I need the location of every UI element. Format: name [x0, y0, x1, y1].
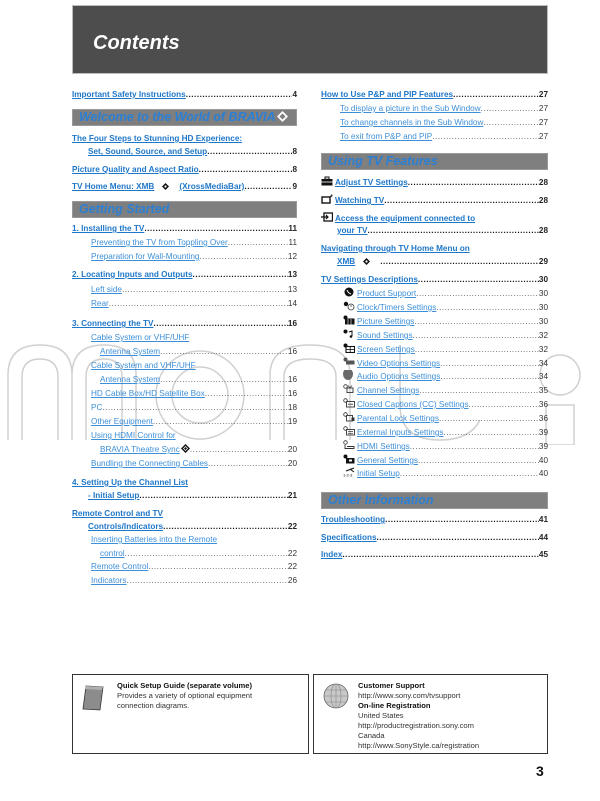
dot-leader — [413, 329, 539, 342]
dot-leader — [122, 283, 288, 296]
dot-leader — [190, 443, 288, 456]
dot-leader — [125, 547, 288, 560]
toc-entry-controls-indicators[interactable] — [72, 520, 297, 533]
dot-leader — [385, 513, 539, 526]
dot-leader — [160, 345, 288, 358]
toc-entry-label[interactable]: Preventing the TV from Toppling Over — [91, 238, 228, 247]
us-registration-url[interactable]: http://productregistration.sony.com — [358, 721, 474, 730]
video-icon — [343, 357, 355, 367]
support-icon — [343, 287, 355, 297]
toc-entry-label[interactable]: Cable System or VHF/UHF — [91, 333, 190, 342]
toc-entry-how-to-use-p-p-and-pip-features[interactable] — [321, 88, 548, 101]
section-title: Welcome to the World of BRAVIA — [79, 110, 276, 124]
toc-entry-label[interactable]: TV Settings Descriptions — [321, 275, 418, 284]
toc-page-number: 34 — [538, 359, 548, 368]
dot-leader — [453, 88, 539, 101]
dot-leader — [160, 373, 288, 386]
toc-page-number: 36 — [538, 414, 548, 423]
toc-entry-label[interactable]: Index — [321, 550, 343, 559]
dot-leader — [400, 467, 539, 480]
bravia-mark-icon — [355, 255, 380, 268]
dot-leader — [208, 457, 288, 470]
toc-entry-label[interactable]: Product Support — [357, 289, 417, 298]
toc-entry-your-tv[interactable] — [321, 224, 548, 237]
toc-page-number: 19 — [287, 417, 297, 426]
toc-page-number: 39 — [538, 428, 548, 437]
bravia-mark-icon — [276, 110, 288, 124]
toc-entry-label[interactable]: 3. Connecting the TV — [72, 319, 154, 328]
toc-entry-label[interactable]: Remote Control — [91, 562, 149, 571]
toc-entry-antenna-system[interactable] — [72, 373, 297, 386]
section-title: Using TV Features — [328, 154, 438, 168]
toc-entry-label[interactable]: Indicators — [91, 576, 127, 585]
toc-page-number: 28 — [538, 226, 548, 235]
toc-entry-left-side[interactable] — [72, 283, 297, 296]
toc-entry-label[interactable]: The Four Steps to Stunning HD Experience: — [72, 134, 243, 143]
toc-entry-label[interactable]: Cable System and VHF/UHF — [91, 361, 196, 370]
toc-entry-initial-setup[interactable] — [72, 489, 297, 502]
tv-icon — [321, 194, 333, 204]
toc-entry-closed-captions-cc-settings[interactable] — [321, 397, 548, 410]
toc-entry-tv-settings-descriptions[interactable] — [321, 273, 548, 286]
section-header-welcome-to-the-world-of-bravia — [72, 109, 297, 126]
toc-entry-label[interactable]: Sound Settings — [357, 331, 413, 340]
cc-icon — [343, 398, 355, 408]
toc-entry-product-support[interactable] — [321, 286, 548, 299]
dot-leader — [481, 102, 539, 115]
toc-entry-label[interactable]: Preparation for Wall-Mounting — [91, 252, 200, 261]
toc-entry-label[interactable]: Parental Lock Settings — [357, 414, 439, 423]
toc-entry-the-four-steps-to-stunning-hd-experience[interactable] — [72, 132, 297, 145]
dot-leader — [193, 268, 288, 281]
toc-entry-label[interactable]: Screen Settings — [357, 345, 415, 354]
dot-leader — [443, 426, 538, 439]
channel-icon — [343, 384, 355, 394]
section-title: Other Information — [328, 493, 434, 507]
toc-entry-label[interactable]: General Settings — [357, 456, 418, 465]
toc-entry-bravia-theatre-sync[interactable] — [72, 443, 297, 456]
quick-setup-line: connection diagrams. — [117, 701, 190, 710]
toc-page-number: 11 — [288, 224, 297, 233]
contents-header — [72, 5, 548, 74]
toc-entry-label[interactable]: Rear — [91, 299, 109, 308]
hdmi-icon — [343, 440, 355, 450]
toc-page-number: 20 — [287, 445, 297, 454]
dot-leader — [144, 222, 288, 235]
svg-text:1-2-3: 1-2-3 — [343, 472, 353, 477]
toc-page-number: 21 — [287, 491, 297, 500]
clock-icon — [343, 301, 355, 311]
toc-page-number: 27 — [538, 104, 548, 113]
quick-setup-guide-box — [72, 674, 309, 754]
dot-leader — [127, 574, 288, 587]
toc-entry-label[interactable]: HD Cable Box/HD Satellite Box — [91, 389, 205, 398]
dot-leader — [410, 440, 539, 453]
toc-entry-screen-settings[interactable] — [321, 342, 548, 355]
canada-registration-url[interactable]: http://www.SonyStyle.ca/registration — [358, 741, 480, 750]
toc-page-number: 11 — [288, 238, 297, 247]
toc-entry-label[interactable]: PC — [91, 403, 103, 412]
toc-entry-label[interactable]: Inserting Batteries into the Remote — [91, 535, 218, 544]
toc-entry-sound-settings[interactable] — [321, 328, 548, 341]
toc-entry-label[interactable]: Specifications — [321, 533, 377, 542]
toc-entry-label[interactable]: Watching TV — [335, 196, 385, 205]
toc-page-number: 20 — [287, 459, 297, 468]
canada-label: Canada — [358, 731, 385, 740]
us-label: United States — [358, 711, 404, 720]
dot-leader — [440, 370, 539, 383]
toc-page-number: 12 — [287, 252, 297, 261]
toc-entry-to-display-a-picture-in-the-sub-window[interactable] — [321, 102, 548, 115]
toc-entry-label[interactable]: Picture Settings — [357, 317, 415, 326]
dot-leader — [408, 176, 539, 189]
quick-setup-text — [117, 681, 252, 711]
toc-entry-watching-tv[interactable] — [321, 193, 548, 206]
toc-page-number: 41 — [538, 515, 548, 524]
sound-icon — [343, 329, 355, 339]
dot-leader — [207, 145, 292, 158]
toc-page-number: 16 — [287, 375, 297, 384]
xmb-icon — [154, 180, 179, 193]
registration-title: On-line Registration — [358, 701, 431, 710]
toc-entry-label[interactable]: Video Options Settings — [357, 359, 441, 368]
dot-leader — [199, 250, 287, 263]
toc-entry-picture-settings[interactable] — [321, 314, 548, 327]
toc-entry-label[interactable]: Other Equipment — [91, 417, 153, 426]
toc-entry-label[interactable]: Important Safety Instructions — [72, 90, 186, 99]
dot-leader — [483, 116, 539, 129]
toc-entry-label[interactable]: 4. Setting Up the Channel List — [72, 478, 188, 487]
toc-entry-label[interactable]: Troubleshooting — [321, 515, 386, 524]
support-url[interactable]: http://www.sony.com/tvsupport — [358, 691, 461, 700]
toc-entry-label[interactable]: To change channels in the Sub Window — [340, 118, 484, 127]
dot-leader — [377, 531, 539, 544]
dot-leader — [186, 88, 293, 101]
toc-entry-cable-system-or-vhf-uhf[interactable] — [72, 331, 297, 344]
dot-leader — [148, 560, 288, 573]
dot-leader — [244, 180, 292, 193]
audio-icon — [343, 370, 355, 380]
toc-page-number: 32 — [538, 331, 548, 340]
toc-entry-adjust-tv-settings[interactable] — [321, 175, 548, 188]
toc-page-number: 39 — [538, 442, 548, 451]
toc-entry-label[interactable]: Initial Setup — [357, 469, 400, 478]
toc-entry-label[interactable]: Remote Control and TV — [72, 509, 163, 518]
toc-entry-important-safety-instructions[interactable] — [72, 88, 297, 101]
toc-entry-label[interactable]: Navigating through TV Home Menu on — [321, 244, 470, 253]
toc-entry-using-hdmi-control-for[interactable] — [72, 429, 297, 442]
toc-page-number: 8 — [292, 147, 297, 156]
dot-leader — [439, 412, 539, 425]
toc-page-number: 45 — [538, 550, 548, 559]
toc-entry-label[interactable]: BRAVIA Theatre Sync — [100, 445, 180, 454]
dot-leader — [139, 489, 287, 502]
page-number: 3 — [536, 763, 544, 779]
dot-leader — [102, 401, 288, 414]
toc-entry-set-sound-source-and-setup[interactable] — [72, 145, 297, 158]
lock-icon — [343, 412, 355, 422]
toc-entry-label[interactable]: External Inputs Settings — [357, 428, 444, 437]
toc-page-number: 27 — [538, 118, 548, 127]
toc-page-number: 34 — [538, 372, 548, 381]
toc-page-number: 32 — [538, 345, 548, 354]
toc-page-number: 30 — [538, 303, 548, 312]
toc-entry-xmb[interactable] — [321, 255, 548, 268]
toc-page-number: 18 — [287, 403, 297, 412]
setup-icon — [343, 467, 355, 477]
toc-entry-label[interactable]: your TV — [337, 226, 368, 235]
toc-entry-hd-cable-box-hd-satellite-box[interactable] — [72, 387, 297, 400]
book-icon — [82, 684, 104, 712]
customer-support-box — [313, 674, 548, 754]
toc-entry-label[interactable]: Clock/Timers Settings — [357, 303, 437, 312]
dot-leader — [228, 236, 289, 249]
toc-entry-label[interactable]: TV Home Menu: XMB — [72, 182, 155, 191]
dot-leader — [384, 194, 539, 207]
toc-page-number: 27 — [538, 132, 548, 141]
input-icon — [321, 212, 333, 222]
toc-entry-label[interactable]: Bundling the Connecting Cables — [91, 459, 208, 468]
toc-entry-label[interactable]: Closed Captions (CC) Settings — [357, 400, 469, 409]
picture-icon — [343, 315, 355, 325]
quick-setup-line: Provides a variety of optional equipment — [117, 691, 253, 700]
toc-entry-label[interactable]: How to Use P&P and PIP Features — [321, 90, 454, 99]
dot-leader — [432, 130, 539, 143]
toc-page-number: 40 — [538, 456, 548, 465]
toc-entry-parental-lock-settings[interactable] — [321, 411, 548, 424]
section-title: Getting Started — [79, 202, 170, 216]
toc-page-number: 30 — [538, 317, 548, 326]
toc-entry-label[interactable]: 1. Installing the TV — [72, 224, 145, 233]
toc-entry-video-options-settings[interactable] — [321, 356, 548, 369]
toc-page-number: 22 — [287, 549, 297, 558]
toc-entry-label[interactable]: XMB — [337, 257, 356, 266]
page-title: Contents — [93, 32, 180, 54]
toc-page-number: 28 — [538, 196, 548, 205]
toc-entry-preparation-for-wall-mounting[interactable] — [72, 250, 297, 263]
toc-entry-label[interactable]: Antenna System — [100, 375, 161, 384]
toc-entry-remote-control[interactable] — [72, 560, 297, 573]
dot-leader — [367, 224, 538, 237]
toc-entry-indicators[interactable] — [72, 574, 297, 587]
toc-page-number: 13 — [287, 285, 297, 294]
toc-entry-3-connecting-the-tv[interactable] — [72, 317, 297, 330]
toc-entry-hdmi-settings[interactable] — [321, 439, 548, 452]
toc-entry-channel-settings[interactable] — [321, 383, 548, 396]
toc-entry-label[interactable]: Antenna System — [100, 347, 161, 356]
toc-page-number: 16 — [287, 319, 297, 328]
toc-entry-clock-timers-settings[interactable] — [321, 300, 548, 313]
toc-page-number: 16 — [287, 389, 297, 398]
toc-page-number: 30 — [538, 275, 548, 284]
toc-page-number: 13 — [287, 270, 297, 279]
toc-entry-preventing-the-tv-from-toppling-over[interactable] — [72, 236, 297, 249]
toc-page-number: 8 — [292, 165, 297, 174]
toc-entry-index[interactable] — [321, 548, 548, 561]
dot-leader — [415, 343, 539, 356]
customer-support-text — [358, 681, 479, 751]
dot-leader — [380, 255, 539, 268]
toc-page-number: 22 — [287, 522, 297, 531]
toc-entry-access-the-equipment-connected-to[interactable] — [321, 211, 548, 224]
toc-page-number: 28 — [538, 178, 548, 187]
quick-setup-title: Quick Setup Guide (separate volume) — [117, 681, 253, 690]
toc-entry-picture-quality-and-aspect-ratio[interactable] — [72, 163, 297, 176]
toc-page-number: 4 — [292, 90, 297, 99]
toc-entry-initial-setup[interactable] — [321, 466, 548, 479]
toc-entry-label[interactable]: - Initial Setup — [88, 491, 140, 500]
toc-page-number: 36 — [538, 400, 548, 409]
general-icon — [343, 454, 355, 464]
toc-entry-1-installing-the-tv[interactable] — [72, 222, 297, 235]
toc-entry-label[interactable]: Using HDMI Control for — [91, 431, 176, 440]
toc-entry-inserting-batteries-into-the-remote[interactable] — [72, 533, 297, 546]
toc-entry-navigating-through-tv-home-menu-on[interactable] — [321, 242, 548, 255]
toc-entry-label[interactable]: To exit from P&P and PIP — [340, 132, 433, 141]
toc-entry-4-setting-up-the-channel-list[interactable] — [72, 476, 297, 489]
toc-entry-audio-options-settings[interactable] — [321, 369, 548, 382]
toc-entry-to-change-channels-in-the-sub-window[interactable] — [321, 116, 548, 129]
dot-leader — [153, 317, 287, 330]
toc-page-number: 30 — [538, 289, 548, 298]
bravia-mark-icon — [180, 443, 190, 456]
section-header-getting-started — [72, 201, 297, 218]
globe-icon — [323, 683, 349, 709]
toc-entry-label[interactable]: Left side — [91, 285, 122, 294]
dot-leader — [436, 301, 539, 314]
toc-entry-bundling-the-connecting-cables[interactable] — [72, 457, 297, 470]
section-header-using-tv-features — [321, 153, 548, 170]
dot-leader — [163, 520, 288, 533]
screen-icon — [343, 343, 355, 353]
toc-entry-label[interactable]: Audio Options Settings — [357, 372, 441, 381]
toc-page-number: 27 — [538, 90, 548, 99]
dot-leader — [109, 297, 288, 310]
toc-entry-2-locating-inputs-and-outputs[interactable] — [72, 268, 297, 281]
toc-entry-label[interactable]: Picture Quality and Aspect Ratio — [72, 165, 199, 174]
toolbox-icon — [321, 176, 333, 186]
toc-entry-label[interactable]: Channel Settings — [357, 386, 420, 395]
toc-entry-label[interactable]: Adjust TV Settings — [335, 178, 408, 187]
toc-entry-general-settings[interactable] — [321, 453, 548, 466]
toc-page-number: 40 — [538, 469, 548, 478]
dot-leader — [469, 398, 539, 411]
toc-entry-pc[interactable] — [72, 401, 297, 414]
toc-page-number: 22 — [287, 562, 297, 571]
toc-entry-label[interactable]: Access the equipment connected to — [335, 214, 476, 223]
dot-leader — [419, 384, 539, 397]
toc-entry-control[interactable] — [72, 547, 297, 560]
toc-page-number: 16 — [287, 347, 297, 356]
toc-entry-antenna-system[interactable] — [72, 345, 297, 358]
toc-page-number: 26 — [287, 576, 297, 585]
toc-entry-label[interactable]: 2. Locating Inputs and Outputs — [72, 270, 193, 279]
toc-entry-label[interactable]: Set, Sound, Source, and Setup — [88, 147, 208, 156]
toc-entry-label[interactable]: control — [100, 549, 125, 558]
toc-entry-cable-system-and-vhf-uhf[interactable] — [72, 359, 297, 372]
toc-entry-remote-control-and-tv[interactable] — [72, 507, 297, 520]
external-input-icon — [343, 426, 355, 436]
toc-page-number: 14 — [287, 299, 297, 308]
dot-leader — [414, 315, 539, 328]
dot-leader — [199, 163, 293, 176]
toc-page-number: 9 — [292, 182, 297, 191]
toc-entry-other-equipment[interactable] — [72, 415, 297, 428]
section-header-other-information — [321, 492, 548, 509]
toc-entry-label[interactable]: HDMI Settings — [357, 442, 410, 451]
dot-leader — [342, 548, 539, 561]
dot-leader — [205, 387, 288, 400]
toc-page-number: 44 — [538, 533, 548, 542]
toc-page-number: 29 — [538, 257, 548, 266]
toc-entry-label-continued[interactable]: (XrossMediaBar) — [179, 182, 245, 191]
toc-entry-label[interactable]: Controls/Indicators — [88, 522, 164, 531]
toc-entry-rear[interactable] — [72, 297, 297, 310]
toc-entry-troubleshooting[interactable] — [321, 513, 548, 526]
toc-entry-to-exit-from-p-p-and-pip[interactable] — [321, 130, 548, 143]
toc-entry-tv-home-menu-xmb[interactable] — [72, 180, 297, 193]
dot-leader — [418, 273, 539, 286]
toc-entry-external-inputs-settings[interactable] — [321, 425, 548, 438]
toc-entry-label[interactable]: To display a picture in the Sub Window — [340, 104, 481, 113]
customer-support-title: Customer Support — [358, 681, 425, 690]
dot-leader — [153, 415, 288, 428]
toc-page-number: 35 — [538, 386, 548, 395]
dot-leader — [416, 287, 539, 300]
toc-entry-specifications[interactable] — [321, 531, 548, 544]
